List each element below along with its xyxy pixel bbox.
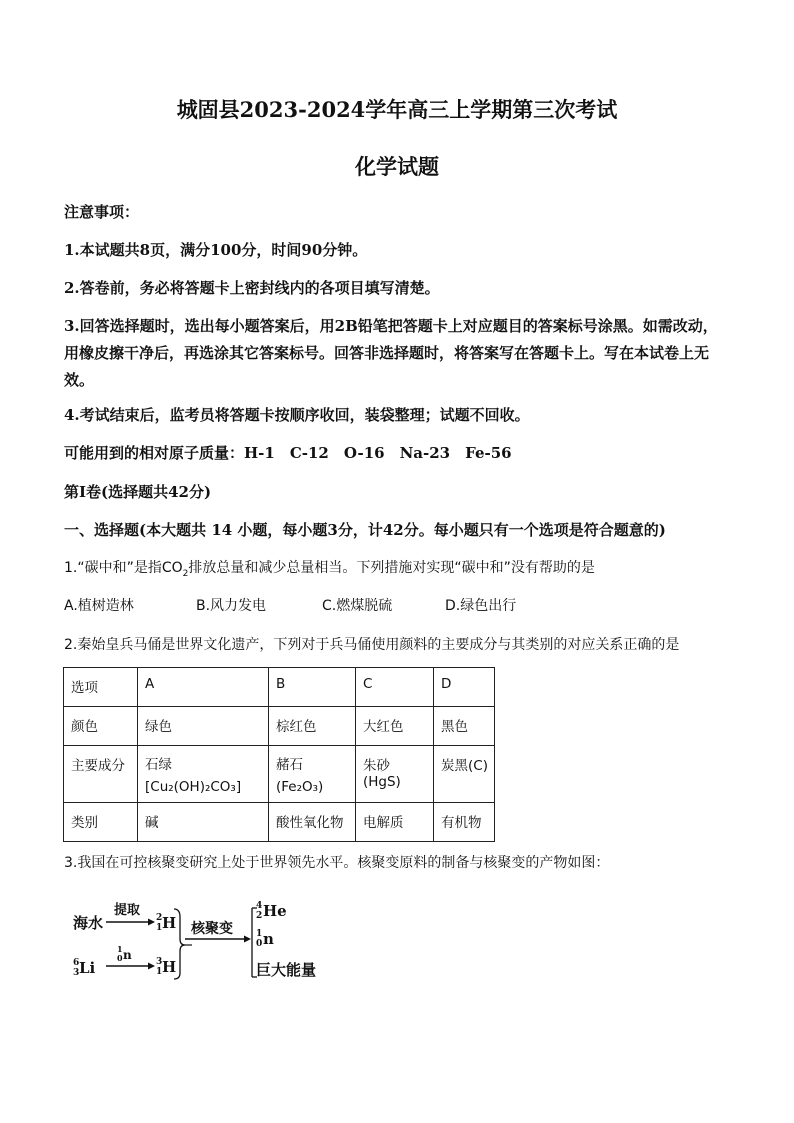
h2-symbol: H bbox=[162, 914, 177, 932]
table-cell: 黑色 bbox=[434, 707, 495, 746]
exam-subject: 化学试题 bbox=[355, 154, 439, 179]
table-cell: 选项 bbox=[64, 668, 138, 707]
li-symbol: Li bbox=[79, 959, 96, 977]
table-cell: 炭黑(C) bbox=[434, 746, 495, 803]
table-row bbox=[64, 803, 495, 842]
energy-label: 巨大能量 bbox=[256, 961, 317, 979]
table-cell: 类别 bbox=[64, 803, 138, 842]
table-cell: 朱砂(HgS) bbox=[356, 746, 434, 803]
h3-mass-number: 3 bbox=[156, 957, 163, 967]
table-cell: 碱 bbox=[138, 803, 269, 842]
he-atomic-number: 2 bbox=[256, 911, 263, 921]
product-neutron-symbol: n bbox=[263, 930, 274, 948]
table-row bbox=[64, 707, 495, 746]
seawater-label: 海水 bbox=[73, 914, 104, 932]
question-2-stem: 2.秦始皇兵马俑是世界文化遗产，下列对于兵马俑使用颜料的主要成分与其类别的对应关系正确的是 bbox=[64, 637, 680, 653]
li-mass-number: 6 bbox=[73, 958, 80, 968]
table-cell: 主要成分 bbox=[64, 746, 138, 803]
table-cell: 酸性氧化物 bbox=[269, 803, 356, 842]
option-a: A.植树造林 bbox=[64, 598, 134, 614]
fusion-diagram bbox=[70, 895, 340, 985]
notice-item-2: 2.答卷前，务必将答题卡上密封线内的各项目填写清楚。 bbox=[64, 279, 440, 297]
table-cell: 棕红色 bbox=[269, 707, 356, 746]
table-cell: 电解质 bbox=[356, 803, 434, 842]
fusion-label: 核聚变 bbox=[191, 921, 233, 937]
pigment-table bbox=[63, 667, 495, 842]
table-header-row bbox=[64, 668, 495, 707]
option-c: C.燃煤脱硫 bbox=[322, 598, 393, 614]
arrow-head bbox=[148, 963, 155, 970]
reactant-neutron-symbol: n bbox=[123, 948, 132, 962]
table-cell: 有机物 bbox=[434, 803, 495, 842]
arrow-head bbox=[244, 936, 251, 943]
product-neutron-atomic: 0 bbox=[256, 939, 263, 949]
h2-atomic-number: 1 bbox=[156, 923, 163, 933]
li-atomic-number: 3 bbox=[73, 968, 80, 978]
reactant-neutron-mass: 1 bbox=[117, 944, 123, 954]
table-cell: A bbox=[138, 668, 269, 707]
notice-item-4: 4.考试结束后，监考员将答题卡按顺序收回，装袋整理；试题不回收。 bbox=[64, 406, 530, 424]
table-cell: 石绿 [Cu₂(OH)₂CO₃] bbox=[138, 746, 269, 803]
table-cell: B bbox=[269, 668, 356, 707]
table-cell: 赭石 (Fe₂O₃) bbox=[269, 746, 356, 803]
reactant-neutron-atomic: 0 bbox=[117, 953, 123, 963]
table-cell: 绿色 bbox=[138, 707, 269, 746]
h3-atomic-number: 1 bbox=[156, 967, 163, 977]
atomic-masses: 可能用到的相对原子质量：H-1 C-12 O-16 Na-23 Fe-56 bbox=[64, 444, 512, 462]
exam-title: 城固县2023-2024学年高三上学期第三次考试 bbox=[176, 97, 618, 122]
notice-item-1: 1.本试题共8页，满分100分，时间90分钟。 bbox=[64, 241, 368, 259]
question-1-stem: 1.“碳中和”是指$CO_2$排放总量和减少总量相当。下列措施对实现“碳中和”没有帮助的是 bbox=[64, 560, 595, 579]
table-row bbox=[64, 746, 495, 803]
he-mass-number: 4 bbox=[256, 901, 263, 911]
table-cell: C bbox=[356, 668, 434, 707]
table-cell: 颜色 bbox=[64, 707, 138, 746]
section-heading: 一、选择题(本大题共 14 小题，每小题3分，计42分。每小题只有一个选项是符合题意的) bbox=[64, 521, 666, 539]
question-3-stem: 3.我国在可控核聚变研究上处于世界领先水平。核聚变原料的制备与核聚变的产物如图： bbox=[64, 855, 610, 871]
table-cell: 大红色 bbox=[356, 707, 434, 746]
extract-label: 提取 bbox=[114, 903, 141, 918]
option-b: B.风力发电 bbox=[196, 598, 267, 614]
notice-heading: 注意事项： bbox=[64, 203, 140, 221]
part-one-heading: 第Ⅰ卷(选择题共42分) bbox=[64, 483, 212, 501]
h3-symbol: H bbox=[162, 958, 177, 976]
option-d: D.绿色出行 bbox=[445, 598, 517, 614]
he-symbol: He bbox=[263, 902, 287, 920]
h2-mass-number: 2 bbox=[156, 913, 163, 923]
product-neutron-mass: 1 bbox=[256, 929, 263, 939]
arrow-head bbox=[148, 919, 155, 926]
notice-item-3: 3.回答选择题时，选出每小题答案后，用2B铅笔把答题卡上对应题目的答案标号涂黑。如需改动，用橡皮擦干净后，再选涂其它答案标号。回答非选择题时，将答案写在答题卡上。写在本试卷上无效。 bbox=[64, 317, 718, 389]
table-cell: D bbox=[434, 668, 495, 707]
